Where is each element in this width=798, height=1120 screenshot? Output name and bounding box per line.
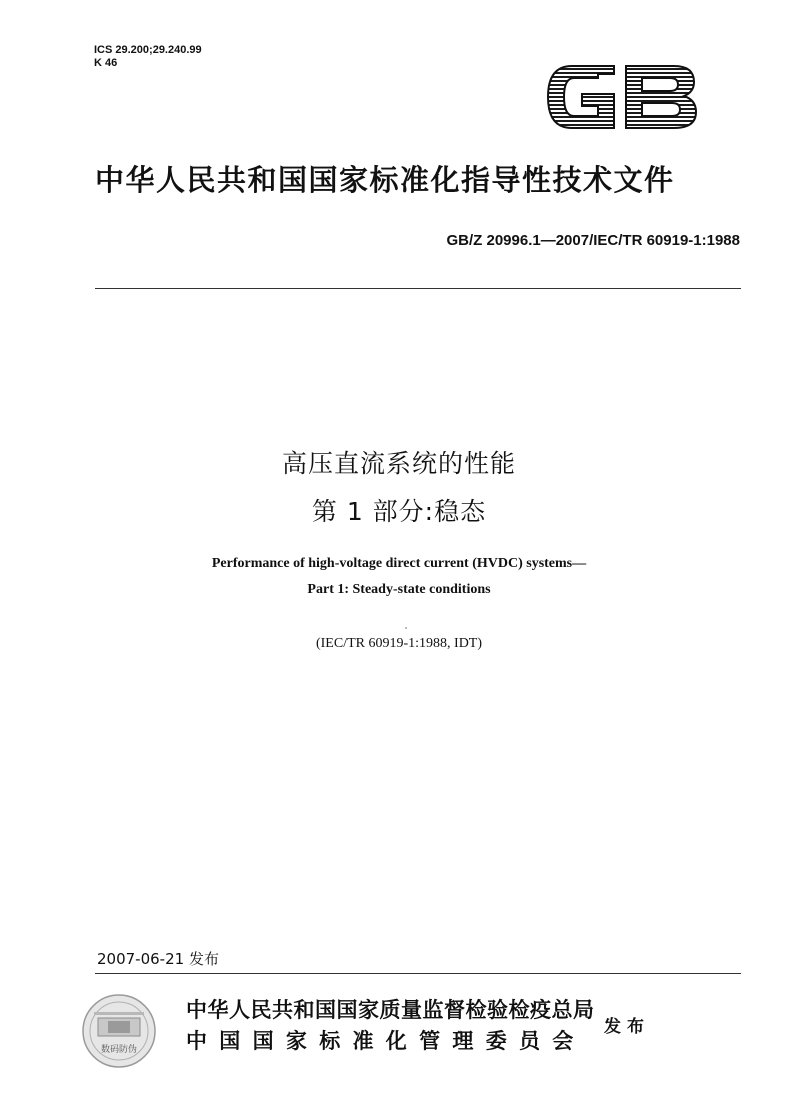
top-divider bbox=[95, 288, 741, 289]
equivalence-note: (IEC/TR 60919-1:1988, IDT) bbox=[315, 636, 483, 651]
title-english-main: Performance of high-voltage direct current (HVDC) systems— bbox=[211, 556, 587, 571]
issuer-aqsiq: 中华人民共和国国家质量监督检验检疫总局 bbox=[186, 998, 595, 1022]
bottom-divider bbox=[95, 973, 741, 974]
issue-date: 2007-06-21 发布 bbox=[97, 950, 219, 968]
ics-code: ICS 29.200;29.240.99 bbox=[94, 44, 202, 56]
seal-caption: 数码防伪 bbox=[100, 1045, 138, 1055]
anti-counterfeit-seal bbox=[80, 992, 158, 1070]
standard-number: GB/Z 20996.1—2007/IEC/TR 60919-1:1988 bbox=[446, 232, 740, 249]
issuer-sac: 中国国家标准化管理委员会 bbox=[186, 1029, 586, 1053]
publish-label: 发布 bbox=[604, 1017, 650, 1037]
document-type-heading: 中华人民共和国国家标准化指导性技术文件 bbox=[95, 163, 675, 197]
title-chinese-main: 高压直流系统的性能 bbox=[281, 449, 516, 478]
ccs-category: K 46 bbox=[94, 57, 118, 69]
speck bbox=[405, 627, 407, 629]
title-english-part: Part 1: Steady-state conditions bbox=[307, 582, 491, 597]
gb-logo bbox=[542, 60, 702, 134]
ics-code-block bbox=[94, 44, 202, 70]
title-chinese-part: 第 1 部分:稳态 bbox=[311, 497, 487, 526]
